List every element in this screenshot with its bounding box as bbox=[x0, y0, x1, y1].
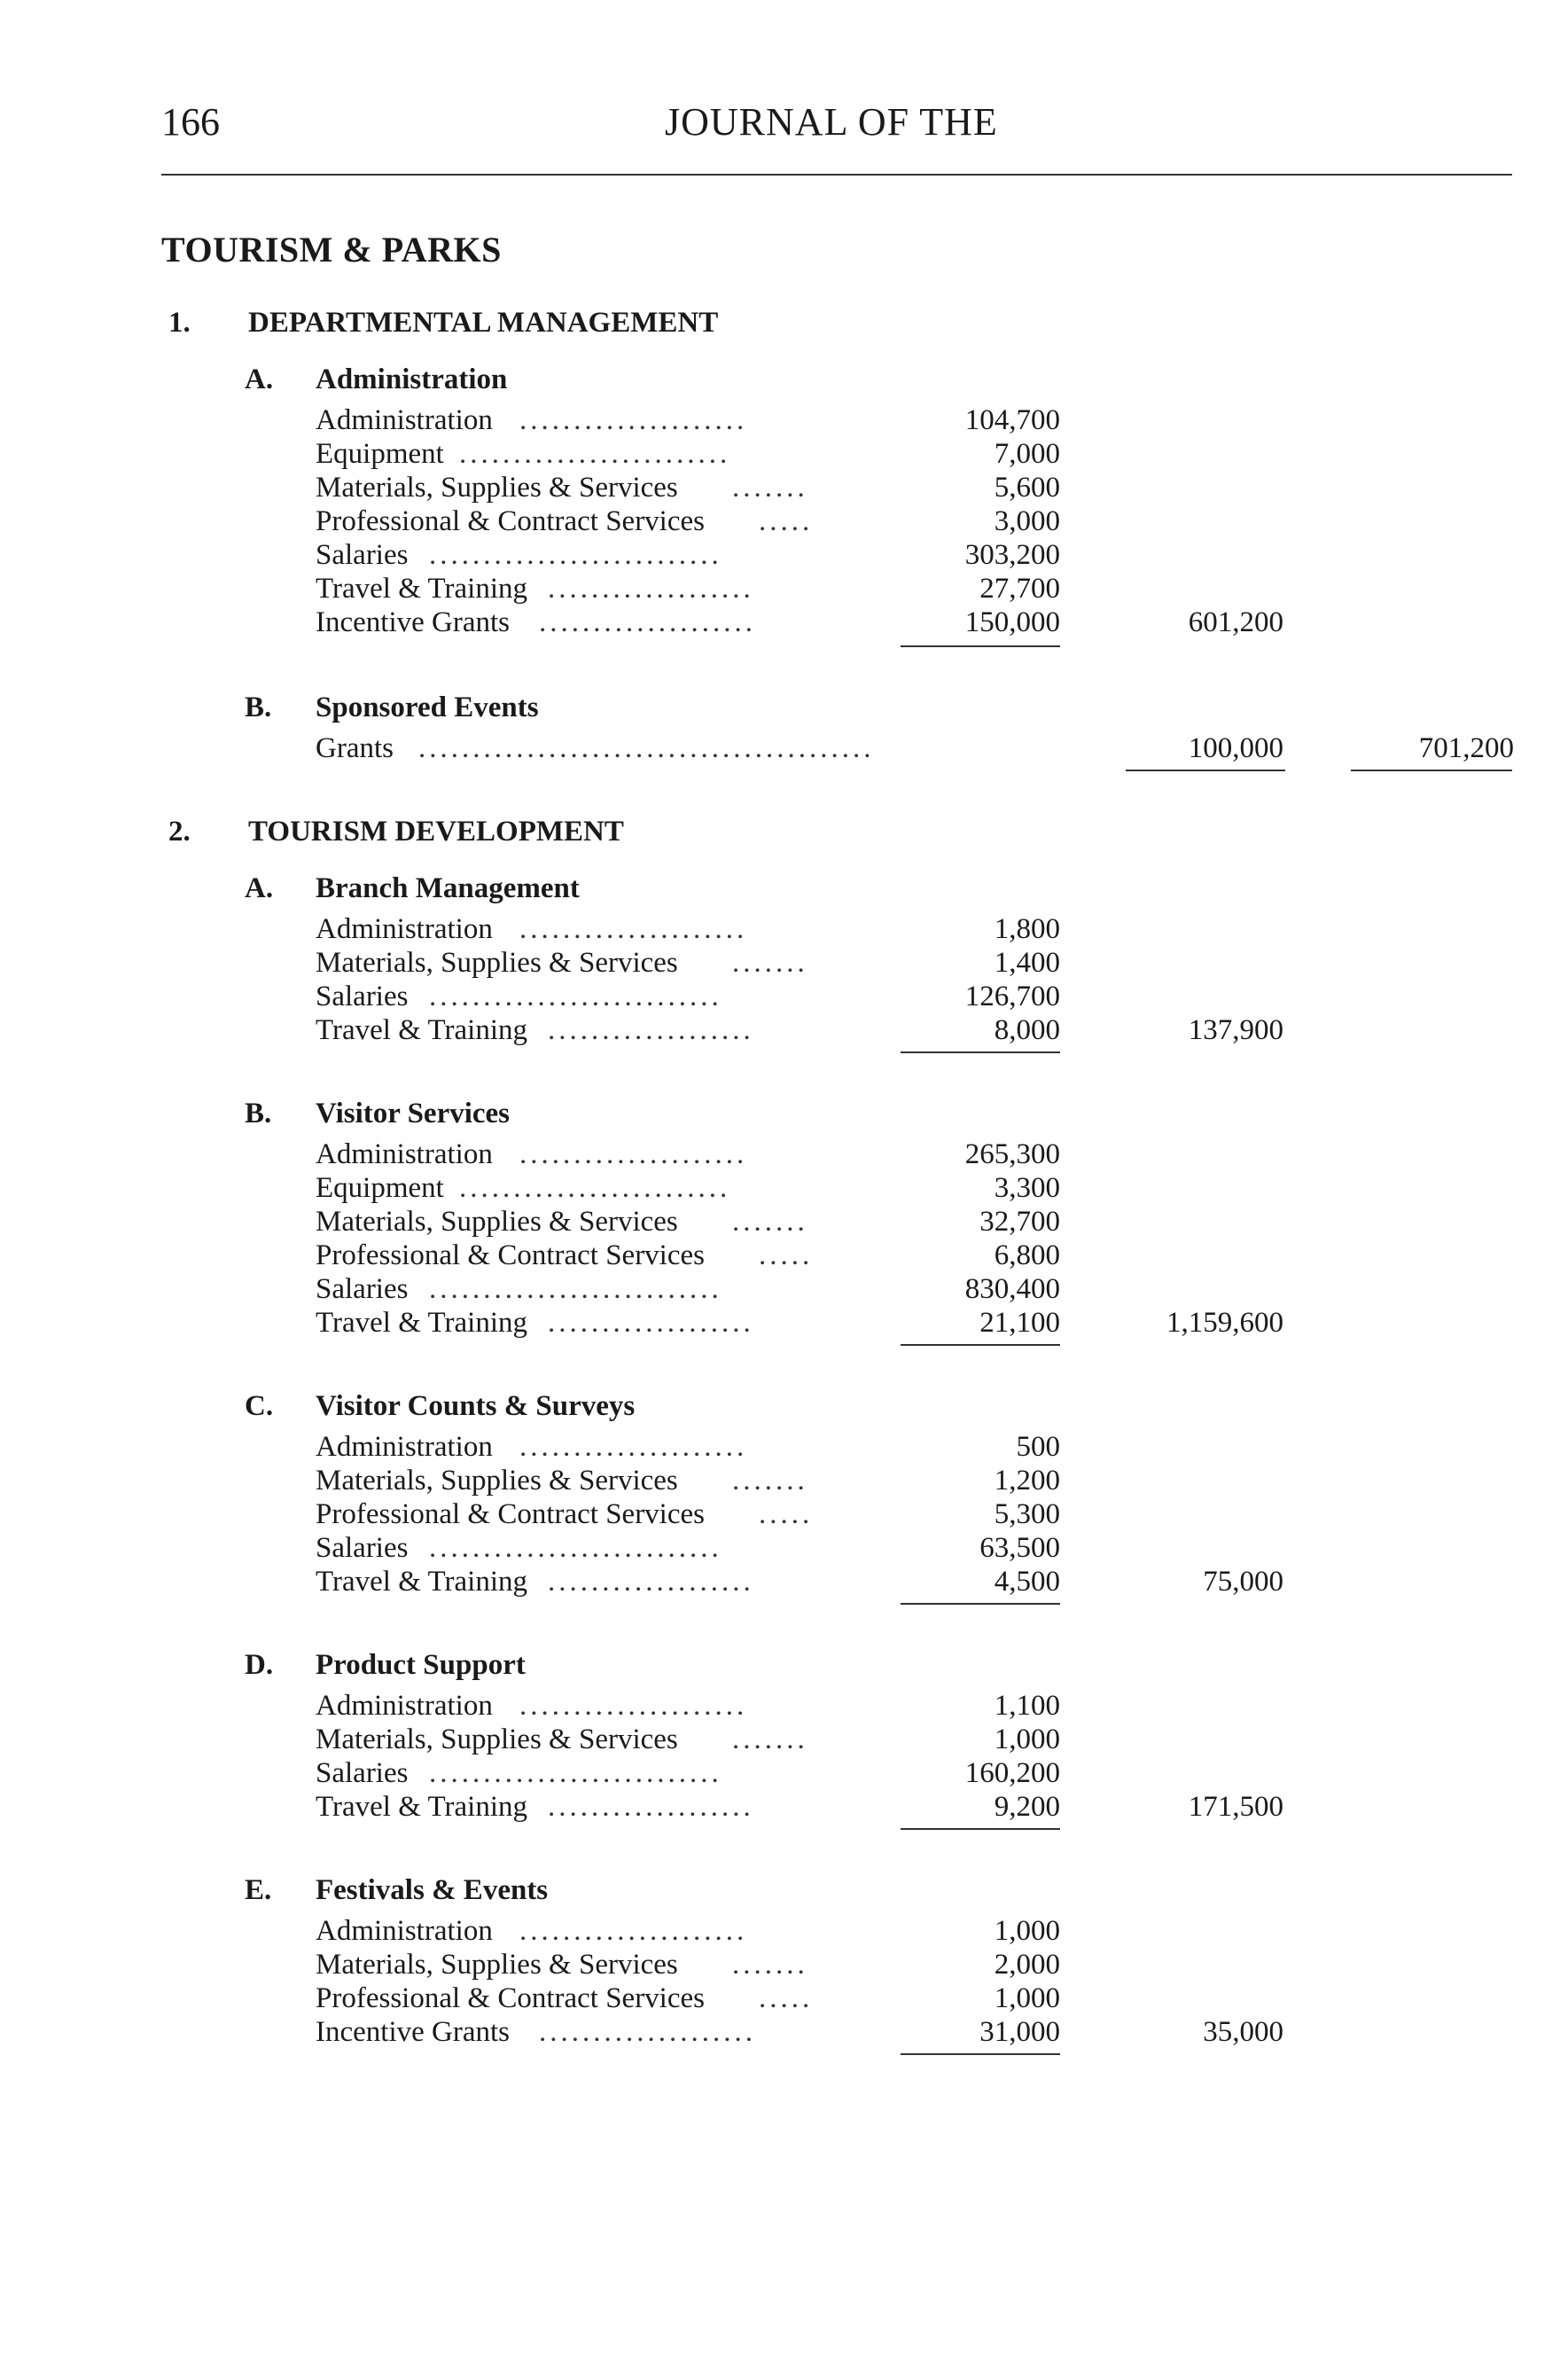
leader-dots: .................... bbox=[539, 606, 756, 638]
leader-dots: ................... bbox=[548, 1566, 754, 1598]
line-item-label: Salaries bbox=[316, 1757, 409, 1789]
leader-dots: ......................... bbox=[459, 438, 731, 470]
line-item-amount: 7,000 bbox=[994, 438, 1060, 470]
subprogram-title: Visitor Counts & Surveys bbox=[316, 1390, 636, 1422]
program-number: 1. bbox=[168, 307, 191, 339]
line-item-label: Materials, Supplies & Services bbox=[316, 472, 678, 504]
line-item-amount: 104,700 bbox=[964, 404, 1060, 436]
subprogram-letter: A. bbox=[245, 872, 274, 904]
line-item-label: Materials, Supplies & Services bbox=[316, 1723, 678, 1755]
program-title: DEPARTMENTAL MANAGEMENT bbox=[248, 307, 719, 339]
line-item-amount: 303,200 bbox=[964, 539, 1060, 571]
line-item-label: Travel & Training bbox=[316, 1014, 527, 1046]
leader-dots: ................... bbox=[548, 1014, 754, 1046]
subprogram-title: Festivals & Events bbox=[316, 1874, 549, 1906]
sum-rule bbox=[901, 1828, 1060, 1830]
line-item-amount: 1,200 bbox=[994, 1465, 1060, 1497]
leader-dots: ........................... bbox=[429, 1532, 722, 1564]
line-item-label: Materials, Supplies & Services bbox=[316, 1206, 678, 1238]
leader-dots: ....... bbox=[732, 1949, 808, 1981]
subprogram-subtotal: 601,200 bbox=[1188, 606, 1283, 638]
line-item-amount: 830,400 bbox=[964, 1273, 1060, 1305]
line-item-label: Travel & Training bbox=[316, 1566, 527, 1598]
leader-dots: ..................... bbox=[519, 1138, 748, 1170]
line-item-amount: 5,600 bbox=[994, 472, 1060, 504]
line-item-label: Administration bbox=[316, 1431, 493, 1463]
line-item-amount: 2,000 bbox=[994, 1949, 1060, 1981]
subprogram-letter: D. bbox=[245, 1649, 274, 1681]
leader-dots: ..................... bbox=[519, 1915, 748, 1947]
header-rule bbox=[161, 174, 1512, 176]
line-item-label: Salaries bbox=[316, 981, 409, 1012]
subprogram-title: Sponsored Events bbox=[316, 692, 539, 723]
line-item-label: Professional & Contract Services bbox=[316, 1982, 705, 2014]
line-item-amount: 31,000 bbox=[979, 2016, 1060, 2048]
line-item-amount: 6,800 bbox=[994, 1239, 1060, 1271]
line-item-amount: 160,200 bbox=[964, 1757, 1060, 1789]
leader-dots: ..................... bbox=[519, 404, 748, 436]
line-item-amount: 500 bbox=[1016, 1431, 1060, 1463]
leader-dots: ................... bbox=[548, 573, 754, 605]
line-item-label: Travel & Training bbox=[316, 573, 527, 605]
leader-dots: ....... bbox=[732, 947, 808, 979]
subprogram-title: Visitor Services bbox=[316, 1098, 511, 1129]
line-item-amount: 265,300 bbox=[964, 1138, 1060, 1170]
line-item-label: Grants bbox=[316, 732, 394, 764]
leader-dots: ....... bbox=[732, 1723, 808, 1755]
leader-dots: ....... bbox=[732, 1206, 808, 1238]
subprogram-subtotal: 171,500 bbox=[1188, 1791, 1283, 1823]
leader-dots: ..... bbox=[759, 1498, 814, 1530]
subprogram-letter: B. bbox=[245, 1098, 272, 1129]
line-item-label: Salaries bbox=[316, 539, 409, 571]
subprogram-letter: B. bbox=[245, 692, 272, 723]
subprogram-subtotal: 35,000 bbox=[1203, 2016, 1283, 2048]
department-title: TOURISM & PARKS bbox=[161, 230, 502, 270]
line-item-amount: 4,500 bbox=[994, 1566, 1060, 1598]
line-item-amount: 9,200 bbox=[994, 1791, 1060, 1823]
line-item-label: Equipment bbox=[316, 1172, 444, 1204]
line-item-amount: 3,000 bbox=[994, 505, 1060, 537]
line-item-label: Incentive Grants bbox=[316, 2016, 510, 2048]
leader-dots: ..... bbox=[759, 1982, 814, 2014]
subprogram-subtotal: 137,900 bbox=[1188, 1014, 1283, 1046]
line-item-label: Materials, Supplies & Services bbox=[316, 947, 678, 979]
line-item-label: Travel & Training bbox=[316, 1307, 527, 1339]
line-item-label: Travel & Training bbox=[316, 1791, 527, 1823]
leader-dots: ....... bbox=[732, 472, 808, 504]
leader-dots: ..................... bbox=[519, 913, 748, 945]
line-item-label: Professional & Contract Services bbox=[316, 505, 705, 537]
line-item-amount: 27,700 bbox=[979, 573, 1060, 605]
leader-dots: .................... bbox=[539, 2016, 756, 2048]
subprogram-letter: E. bbox=[245, 1874, 272, 1906]
line-item-label: Incentive Grants bbox=[316, 606, 510, 638]
line-item-label: Materials, Supplies & Services bbox=[316, 1949, 678, 1981]
leader-dots: ..... bbox=[759, 1239, 814, 1271]
line-item-amount: 1,000 bbox=[994, 1723, 1060, 1755]
leader-dots: ........................... bbox=[429, 539, 722, 571]
sum-rule bbox=[901, 1344, 1060, 1346]
line-item-label: Administration bbox=[316, 1690, 493, 1722]
leader-dots: ..... bbox=[759, 505, 814, 537]
leader-dots: ........................... bbox=[429, 1757, 722, 1789]
line-item-label: Salaries bbox=[316, 1532, 409, 1564]
page-number: 166 bbox=[161, 100, 220, 144]
line-item-amount: 5,300 bbox=[994, 1498, 1060, 1530]
running-title: JOURNAL OF THE bbox=[665, 100, 998, 144]
line-item-label: Administration bbox=[316, 404, 493, 436]
leader-dots: .......................................... bbox=[418, 732, 875, 764]
subprogram-title: Product Support bbox=[316, 1649, 526, 1681]
sum-rule bbox=[1126, 770, 1285, 771]
line-item-amount: 1,100 bbox=[994, 1690, 1060, 1722]
line-item-amount: 150,000 bbox=[964, 606, 1060, 638]
line-item-amount: 63,500 bbox=[979, 1532, 1060, 1564]
line-item-amount: 1,800 bbox=[994, 913, 1060, 945]
subprogram-title: Administration bbox=[316, 363, 508, 395]
leader-dots: ................... bbox=[548, 1791, 754, 1823]
program-number: 2. bbox=[168, 816, 191, 848]
sum-rule bbox=[901, 1603, 1060, 1605]
subprogram-subtotal: 1,159,600 bbox=[1166, 1307, 1283, 1339]
leader-dots: ................... bbox=[548, 1307, 754, 1339]
leader-dots: ..................... bbox=[519, 1431, 748, 1463]
leader-dots: ........................... bbox=[429, 1273, 722, 1305]
line-item-amount: 3,300 bbox=[994, 1172, 1060, 1204]
leader-dots: ....... bbox=[732, 1465, 808, 1497]
sum-rule bbox=[901, 645, 1060, 647]
leader-dots: ......................... bbox=[459, 1172, 731, 1204]
line-item-amount: 1,400 bbox=[994, 947, 1060, 979]
line-item-label: Administration bbox=[316, 1138, 493, 1170]
line-item-amount: 8,000 bbox=[994, 1014, 1060, 1046]
leader-dots: ........................... bbox=[429, 981, 722, 1012]
line-item-label: Equipment bbox=[316, 438, 444, 470]
subprogram-title: Branch Management bbox=[316, 872, 580, 904]
sum-rule bbox=[901, 2053, 1060, 2055]
subprogram-letter: A. bbox=[245, 363, 274, 395]
line-item-label: Administration bbox=[316, 913, 493, 945]
sum-rule bbox=[901, 1051, 1060, 1053]
subprogram-subtotal: 100,000 bbox=[1188, 732, 1283, 764]
line-item-label: Salaries bbox=[316, 1273, 409, 1305]
leader-dots: ..................... bbox=[519, 1690, 748, 1722]
line-item-amount: 21,100 bbox=[979, 1307, 1060, 1339]
line-item-label: Professional & Contract Services bbox=[316, 1498, 705, 1530]
subprogram-letter: C. bbox=[245, 1390, 274, 1422]
line-item-amount: 126,700 bbox=[964, 981, 1060, 1012]
subprogram-subtotal: 75,000 bbox=[1203, 1566, 1283, 1598]
line-item-label: Professional & Contract Services bbox=[316, 1239, 705, 1271]
sum-rule bbox=[1351, 770, 1512, 771]
line-item-amount: 1,000 bbox=[994, 1915, 1060, 1947]
line-item-amount: 1,000 bbox=[994, 1982, 1060, 2014]
line-item-label: Materials, Supplies & Services bbox=[316, 1465, 678, 1497]
line-item-label: Administration bbox=[316, 1915, 493, 1947]
program-title: TOURISM DEVELOPMENT bbox=[248, 816, 624, 848]
program-total: 701,200 bbox=[1418, 732, 1514, 764]
line-item-amount: 32,700 bbox=[979, 1206, 1060, 1238]
running-header bbox=[161, 99, 1512, 152]
